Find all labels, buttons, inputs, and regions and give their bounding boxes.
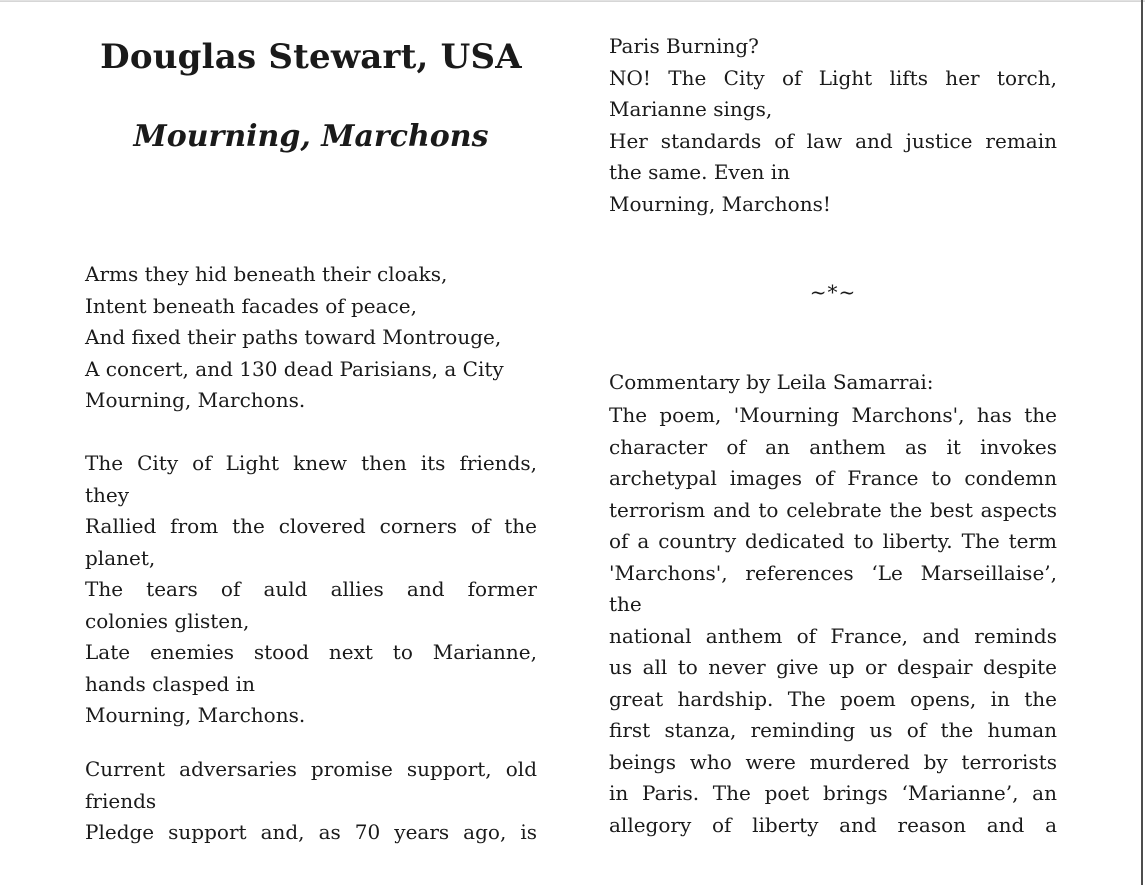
commentary-heading: Commentary by Leila Samarrai: — [609, 370, 934, 394]
commentary-line: 'Marchons', references ‘Le Marseillaise’, the — [609, 560, 1057, 616]
poem-line: Late enemies stood next to Marianne, — [85, 640, 537, 664]
poem-stanza-2 — [85, 448, 537, 732]
commentary-line: in Paris. The poet brings ‘Marianne’, an — [609, 781, 1057, 805]
author-heading: Douglas Stewart, USA — [100, 37, 522, 77]
commentary-line: allegory of liberty and reason and a — [609, 812, 1057, 837]
poem-line: the same. Even in — [609, 160, 791, 184]
poem-line: The tears of auld allies and former — [85, 577, 537, 601]
commentary-line: national anthem of France, and reminds — [609, 623, 1057, 648]
poem-line: hands clasped in — [85, 671, 255, 696]
poem-line: Mourning, Marchons. — [85, 703, 306, 727]
commentary-line: terrorism and to celebrate the best aspects — [609, 497, 1057, 522]
poem-line: Intent beneath facades of peace, — [85, 293, 417, 318]
commentary-line: first stanza, reminding us of the human — [609, 718, 1057, 742]
poem-stanza-4 — [609, 31, 1057, 220]
commentary-line: The poem, 'Mourning Marchons', has the — [609, 403, 1057, 427]
commentary-line: us all to never give up or despair despite — [609, 655, 1057, 679]
poem-line: Mourning, Marchons! — [609, 191, 831, 216]
poem-line: Arms they hid beneath their cloaks, — [85, 262, 448, 286]
poem-line: friends — [85, 788, 157, 813]
commentary-line: of a country dedicated to liberty. The term — [609, 529, 1057, 553]
section-separator: ~*~ — [809, 280, 857, 304]
poem-line: NO! The City of Light lifts her torch, — [609, 65, 1057, 90]
commentary-line: great hardship. The poem opens, in the — [609, 686, 1057, 711]
poem-line: Paris Burning? — [609, 34, 759, 58]
poem-stanza-1 — [85, 259, 537, 417]
poem-line: Mourning, Marchons. — [85, 388, 306, 412]
commentary-line: beings who were murdered by terrorists — [609, 749, 1057, 774]
poem-line: And fixed their paths toward Montrouge, — [85, 325, 502, 349]
poem-line: Pledge support and, as 70 years ago, is — [85, 820, 537, 844]
poem-line: The City of Light knew then its friends, — [85, 451, 537, 475]
commentary-line: archetypal images of France to condemn — [609, 466, 1057, 490]
poem-line: Current adversaries promise support, old — [85, 757, 537, 781]
right-column — [609, 0, 1057, 885]
left-column — [85, 0, 537, 885]
poem-line: Her standards of law and justice remain — [609, 128, 1057, 153]
poem-line: colonies glisten, — [85, 608, 250, 633]
poem-line: Marianne sings, — [609, 97, 773, 121]
poem-title: Mourning, Marchons — [133, 119, 489, 154]
poem-line: A concert, and 130 dead Parisians, a City — [85, 356, 504, 381]
poem-line: planet, — [85, 545, 156, 570]
poem-stanza-3 — [85, 754, 537, 849]
commentary-paragraph — [609, 400, 1057, 841]
poem-line: they — [85, 482, 130, 507]
poem-line: Rallied from the clovered corners of the — [85, 514, 537, 538]
page-right-edge — [1141, 0, 1143, 885]
commentary-line: character of an anthem as it invokes — [609, 434, 1057, 459]
